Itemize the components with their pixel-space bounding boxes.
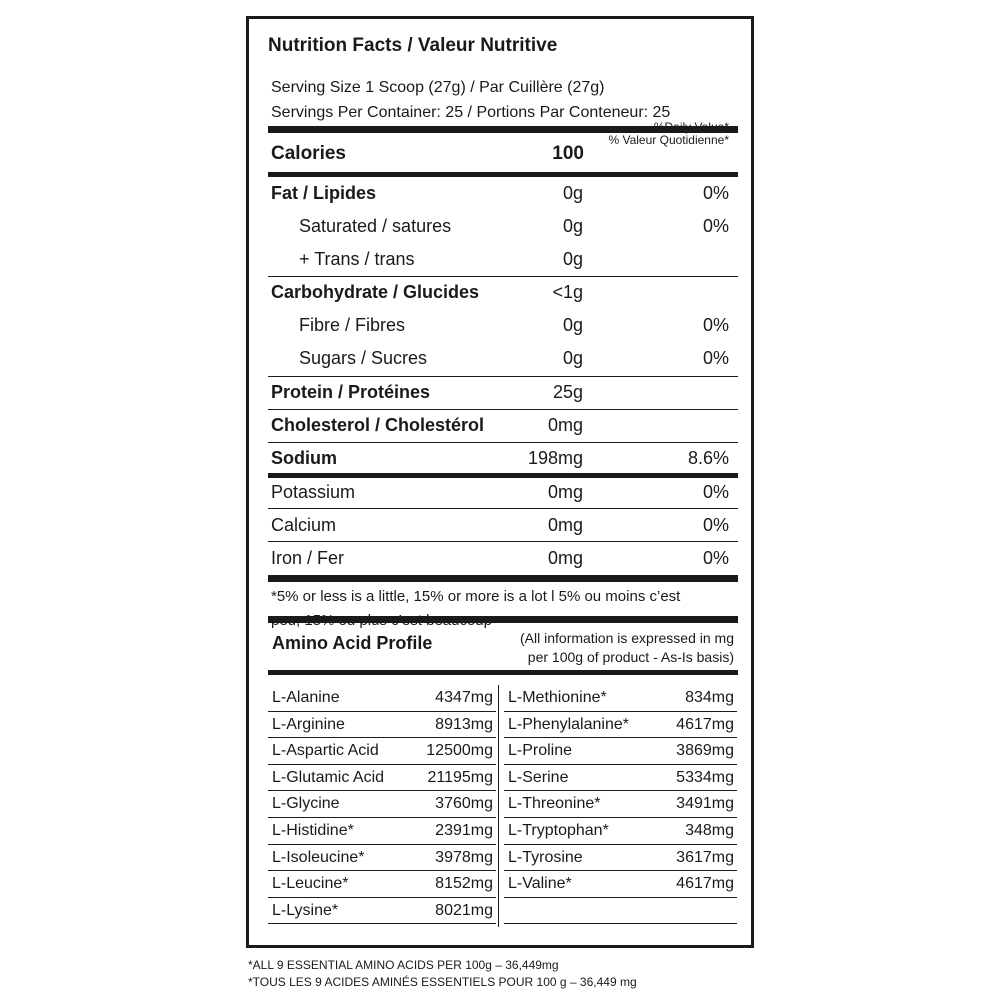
nutrient-row-carbohydrate	[271, 276, 733, 308]
amino-row	[268, 765, 496, 792]
nutrient-amount: 0mg	[547, 482, 583, 502]
nutrient-dv: 0%	[702, 515, 729, 535]
nutrient-label: Sugars / Sucres	[299, 348, 428, 368]
amino-name: L-Arginine	[272, 715, 345, 733]
amino-row	[268, 898, 496, 925]
amino-value: 4617mg	[676, 715, 734, 733]
daily-value-header-en: %Daily Value*	[653, 120, 729, 134]
amino-name: L-Valine*	[508, 875, 572, 893]
amino-acid-profile-title: Amino Acid Profile	[272, 633, 433, 653]
nutrient-amount: 25g	[552, 382, 583, 402]
daily-value-header	[608, 121, 729, 147]
essential-amino-note-fr: *TOUS LES 9 ACIDES AMINÉS ESSENTIELS POUR 100 g – 36,449 mg	[248, 975, 637, 989]
divider-thick	[268, 616, 738, 623]
amino-value: 8021mg	[435, 901, 493, 919]
amino-note-line: per 100g of product - As-Is basis)	[527, 649, 734, 665]
panel-title: Nutrition Facts / Valeur Nutritive	[268, 35, 558, 56]
calories-value: 100	[552, 143, 584, 164]
nutrient-label: Carbohydrate / Glucides	[271, 282, 480, 302]
nutrient-dv: 0%	[702, 548, 729, 568]
amino-row	[504, 845, 737, 872]
essential-amino-note-en: *ALL 9 ESSENTIAL AMINO ACIDS PER 100g – 36,449mg	[248, 958, 559, 972]
nutrient-row-saturated	[271, 210, 733, 242]
nutrient-row-potassium	[271, 476, 733, 508]
nutrient-amount: 0g	[562, 348, 583, 368]
amino-value: 21195mg	[427, 768, 493, 786]
nutrient-label: Calcium	[271, 515, 337, 535]
amino-name: L-Isoleucine*	[272, 848, 365, 866]
nutrient-label: Protein / Protéines	[271, 382, 431, 402]
nutrient-label: Iron / Fer	[271, 548, 345, 568]
amino-name: L-Lysine*	[272, 901, 339, 919]
amino-name: L-Histidine*	[272, 821, 354, 839]
nutrient-row-iron	[271, 542, 733, 574]
nutrient-row-protein	[271, 376, 733, 408]
divider-thick	[268, 575, 738, 582]
amino-row	[504, 898, 737, 925]
amino-row	[504, 765, 737, 792]
nutrient-row-sodium	[271, 442, 733, 474]
amino-row	[268, 791, 496, 818]
amino-row	[504, 818, 737, 845]
amino-row	[268, 818, 496, 845]
nutrient-amount: 0g	[562, 183, 583, 203]
nutrient-amount: 0g	[562, 315, 583, 335]
amino-value: 12500mg	[426, 742, 493, 760]
amino-name: L-Proline	[508, 742, 573, 760]
amino-value: 834mg	[685, 689, 734, 706]
amino-value: 348mg	[685, 821, 734, 839]
calories-label: Calories	[271, 143, 346, 164]
nutrient-amount: 198mg	[527, 448, 583, 468]
amino-name: L-Threonine*	[508, 795, 601, 813]
footnote-line: *5% or less is a little, 15% or more is a lot l 5% ou moins c’est	[271, 588, 681, 605]
amino-row	[504, 871, 737, 898]
amino-name: L-Phenylalanine*	[508, 715, 629, 733]
amino-value: 4617mg	[676, 875, 734, 893]
amino-row	[504, 791, 737, 818]
amino-row	[504, 712, 737, 739]
nutrient-dv: 0%	[702, 348, 729, 368]
nutrition-facts-panel	[246, 16, 754, 948]
amino-row	[268, 871, 496, 898]
nutrient-amount: 0mg	[547, 515, 583, 535]
amino-note-line: (All information is expressed in mg	[520, 630, 734, 646]
nutrient-dv: 0%	[702, 482, 729, 502]
amino-value: 3491mg	[676, 795, 734, 813]
amino-name: L-Glycine	[272, 795, 340, 813]
nutrient-amount: <1g	[552, 282, 583, 302]
amino-value: 5334mg	[676, 768, 734, 786]
serving-size: Serving Size 1 Scoop (27g) / Par Cuillère (27g)	[271, 79, 605, 96]
amino-name: L-Serine	[508, 768, 569, 786]
nutrient-row-fat	[271, 177, 733, 209]
nutrient-label: Saturated / satures	[299, 216, 452, 236]
nutrient-label: Cholesterol / Cholestérol	[271, 415, 485, 435]
nutrient-dv: 0%	[702, 216, 729, 236]
amino-name: L-Tryptophan*	[508, 821, 609, 839]
nutrient-row-calcium	[271, 509, 733, 541]
nutrient-label: Fibre / Fibres	[299, 315, 406, 335]
amino-name: L-Leucine*	[272, 875, 349, 893]
amino-row	[504, 738, 737, 765]
amino-row	[504, 685, 737, 712]
nutrient-label: Fat / Lipides	[271, 183, 377, 203]
nutrient-label: Sodium	[271, 448, 337, 468]
daily-value-footnote	[271, 585, 733, 633]
amino-name: L-Tyrosine	[508, 848, 583, 866]
nutrient-row-trans	[271, 243, 733, 275]
amino-column-left	[268, 685, 496, 924]
amino-column-right	[504, 685, 737, 924]
amino-value: 8913mg	[435, 715, 493, 733]
servings-per-container: Servings Per Container: 25 / Portions Par Conteneur: 25	[271, 104, 671, 121]
nutrient-amount: 0mg	[547, 415, 583, 435]
amino-row	[268, 738, 496, 765]
amino-value: 3978mg	[435, 848, 493, 866]
amino-row	[268, 845, 496, 872]
amino-name: L-Glutamic Acid	[272, 768, 385, 786]
amino-column-divider	[498, 685, 499, 927]
amino-name: L-Aspartic Acid	[272, 742, 379, 760]
amino-value: 3760mg	[435, 795, 493, 813]
nutrient-dv: 0%	[702, 183, 729, 203]
amino-row	[268, 685, 496, 712]
amino-name: L-Alanine	[272, 689, 340, 706]
amino-row	[268, 712, 496, 739]
amino-value: 3869mg	[676, 742, 734, 760]
nutrient-row-cholesterol	[271, 409, 733, 441]
amino-acid-profile-note	[520, 629, 734, 667]
nutrient-dv: 0%	[702, 315, 729, 335]
divider-medium	[268, 670, 738, 675]
nutrient-row-sugars	[271, 342, 733, 374]
amino-value: 8152mg	[435, 875, 493, 893]
nutrient-amount: 0g	[562, 216, 583, 236]
amino-value: 4347mg	[435, 689, 493, 706]
nutrient-label: Potassium	[271, 482, 356, 502]
nutrient-label: + Trans / trans	[299, 249, 415, 269]
amino-name: L-Methionine*	[508, 689, 607, 706]
nutrient-amount: 0g	[562, 249, 583, 269]
nutrient-row-fibre	[271, 309, 733, 341]
nutrient-amount: 0mg	[547, 548, 583, 568]
daily-value-header-fr: % Valeur Quotidienne*	[608, 133, 729, 147]
amino-value: 3617mg	[676, 848, 734, 866]
amino-value: 2391mg	[435, 821, 493, 839]
nutrient-dv: 8.6%	[687, 448, 729, 468]
